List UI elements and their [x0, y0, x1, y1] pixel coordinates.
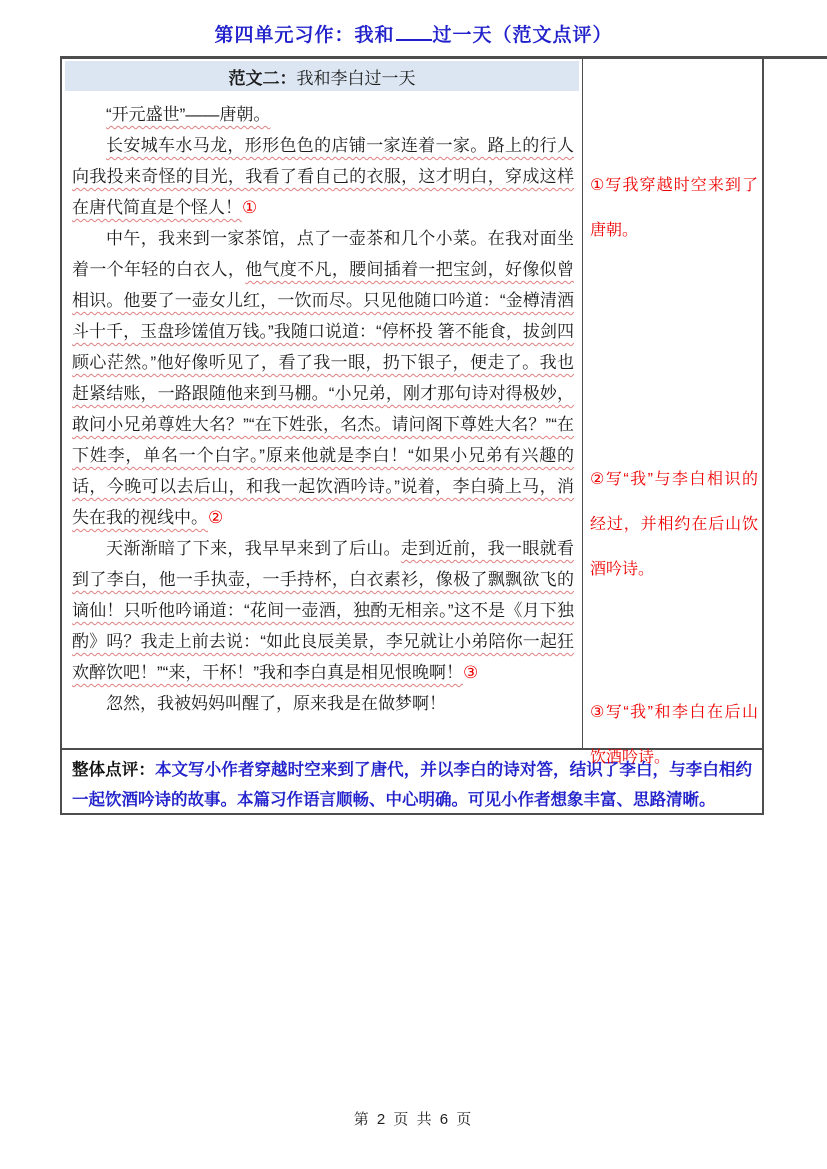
- essay-text: 忽然，我被妈妈叫醒了，原来我是在做梦啊！: [106, 694, 446, 713]
- top-rule-extension: [762, 56, 827, 59]
- essay-review-table: [60, 56, 764, 815]
- essay-heading-cell: [62, 59, 583, 93]
- essay-text-underlined: 长安城车水马龙，形形色色的店铺一家连着一家。路上的行人向我投来奇怪的目光，我看了看自己的衣服，这才明白，穿成这样在唐代简直是个怪人！: [72, 136, 574, 217]
- page-title: [0, 20, 827, 47]
- essay-heading-title: 我和李白过一天: [296, 68, 416, 88]
- annotation-marker: ①: [242, 198, 258, 217]
- essay-text-underlined: 他气度不凡，腰间插着一把宝剑，好像似曾相识。他要了一壶女儿红，一饮而尽。只见他随口吟道：“金樽清酒 斗十千，玉盘珍馐值万钱。”我随口说道：“停杯投 箸不能食，拔剑四顾心茫然。”他好像听见了，看了我一眼，扔下银子，便走了。我也赶紧结账，一路跟随他来到马棚。“小兄弟，刚才那句诗对得极妙，敢问小兄弟尊姓大名？”“在下姓张，名杰。请问阁下尊姓大名？”“在下姓李，单名一个白字。”原来他就是李白！“如果小兄弟有兴趣的话，今晚可以去后山，和我一起饮酒吟诗。”说着，李白骑上马，消失在我的视线中。: [72, 260, 575, 527]
- table-header-row: [62, 59, 762, 93]
- essay-paragraph: [72, 533, 574, 688]
- essay-paragraph: [72, 688, 574, 719]
- essay-body-cell: [62, 93, 583, 748]
- overall-comment-label: 整体点评：: [72, 761, 155, 779]
- essay-paragraph: [72, 223, 574, 533]
- annotation-marker: ②: [208, 508, 224, 527]
- essay-text-underlined: “开元盛世”——唐朝。: [106, 105, 271, 124]
- table-body-row: [62, 93, 762, 766]
- page-title-prefix: 第四单元习作：我和: [214, 25, 395, 46]
- margin-annotation: ①写我穿越时空来到了唐朝。: [590, 177, 758, 239]
- essay-text: 天渐渐暗了下来，我早早来到了后山。: [106, 539, 401, 558]
- page-title-suffix: 过一天（范文点评）: [432, 25, 613, 46]
- essay-heading-label: 范文二：: [228, 68, 297, 88]
- annotation-marker: ③: [462, 663, 479, 682]
- margin-annotation: ③写“我”和李白在后山饮酒吟诗。: [590, 704, 758, 766]
- essay-text: 中午，我来到一家茶馆，点了一壶茶和几个小菜。在我对面坐着一个年轻的白衣人，: [72, 229, 574, 279]
- annotation-header-cell: [583, 59, 762, 93]
- essay-paragraph: [72, 99, 574, 130]
- essay-heading-shaded-block: [65, 61, 579, 91]
- title-blank-underline: [396, 35, 432, 41]
- overall-comment-text: 本文写小作者穿越时空来到了唐代，并以李白的诗对答，结识了李白，与李白相约一起饮酒吟诗的故事。本篇习作语言顺畅、中心明确。可见小作者想象丰富、思路清晰。: [72, 761, 752, 809]
- margin-annotation: ②写“我”与李白相识的经过，并相约在后山饮酒吟诗。: [590, 471, 758, 578]
- essay-text-underlined: 走到近前，我一眼就看到了李白，他一手执壶，一手持杯，白衣素衫，像极了飘飘欲飞的谪仙！只听他吟诵道：“花间一壶酒，独酌无相亲。”这不是《月下独酌》吗？我走上前去说：“如此良辰美景，李兄就让小弟陪你一起狂欢醉饮吧！”“来，干杯！”我和李白真是相见恨晚啊！: [72, 539, 575, 682]
- essay-paragraph: [72, 130, 574, 223]
- annotation-column: [583, 93, 762, 766]
- page-number-footer: 第 2 页 共 6 页: [353, 1111, 474, 1128]
